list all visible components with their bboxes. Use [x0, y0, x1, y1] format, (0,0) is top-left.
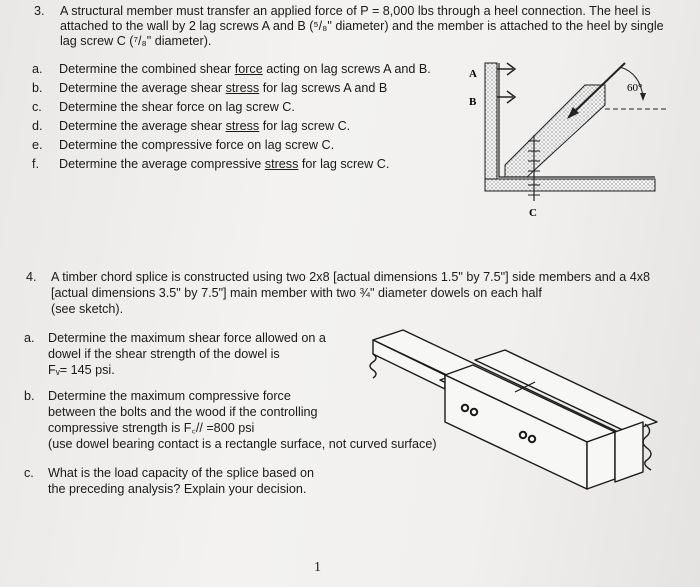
q4a-label: a.	[24, 331, 35, 345]
q3a-label: a.	[32, 62, 43, 76]
q4b-label: b.	[24, 389, 35, 403]
angle-label: 60°	[627, 82, 643, 94]
q4c-line-2: the preceding analysis? Explain your decision.	[48, 482, 307, 496]
q3d-label: d.	[32, 119, 43, 133]
q4-intro-line-3: (see sketch).	[51, 302, 124, 316]
lag-screw-a-icon	[497, 63, 515, 75]
q4b-line-1: Determine the maximum compressive force	[48, 389, 291, 403]
q3c-label: c.	[32, 100, 42, 114]
label-a: A	[469, 68, 477, 80]
q4-number: 4.	[26, 270, 37, 284]
q4a-line-1: Determine the maximum shear force allowed on a	[48, 331, 326, 345]
page-number: 1	[314, 560, 321, 575]
q3f-text: Determine the average compressive stress for lag screw C.	[59, 157, 390, 171]
q4b-line-2: between the bolts and the wood if the controlling	[48, 405, 318, 419]
q3-intro-line-2: attached to the wall by 2 lag screws A and B (⁵/₈" diameter) and the member is attached to the heel by single	[60, 19, 664, 33]
q3f-label: f.	[32, 157, 39, 171]
q3-number: 3.	[34, 4, 45, 18]
q4a-line-2: dowel if the shear strength of the dowel is	[48, 347, 280, 361]
q4b-line-3: compressive strength is F꜀// =800 psi	[48, 421, 255, 435]
q3c-text: Determine the shear force on lag screw C.	[59, 100, 295, 114]
q4-intro-line-1: A timber chord splice is constructed using two 2x8 [actual dimensions 1.5" by 7.5"] side members and a 4x8	[51, 270, 651, 284]
q3e-text: Determine the compressive force on lag screw C.	[59, 138, 335, 152]
q3-intro-line-3: lag screw C (⁷/₈" diameter).	[60, 34, 212, 48]
q4c-label: c.	[24, 466, 34, 480]
lag-screw-b-icon	[497, 91, 515, 103]
splice-sketch-figure	[365, 322, 670, 500]
label-c: C	[529, 207, 537, 219]
q3b-label: b.	[32, 81, 43, 95]
q4b-line-4: (use dowel bearing contact is a rectangle surface, not curved surface)	[48, 437, 437, 451]
q3d-text: Determine the average shear stress for lag screw C.	[59, 119, 351, 133]
q4c-line-1: What is the load capacity of the splice based on	[48, 466, 315, 480]
q3e-label: e.	[32, 138, 43, 152]
q4-intro-line-2: [actual dimensions 3.5" by 7.5"] main member with two ¾" diameter dowels on each half	[51, 286, 542, 300]
heel-connection-figure	[455, 55, 670, 220]
q3-intro-line-1: A structural member must transfer an applied force of P = 8,000 lbs through a heel connection. The heel is	[60, 4, 651, 18]
q4a-line-3: Fᵥ= 145 psi.	[48, 363, 115, 377]
q3b-text: Determine the average shear stress for lag screws A and B	[59, 81, 388, 95]
label-b: B	[469, 96, 477, 108]
q3a-text: Determine the combined shear force acting on lag screws A and B.	[59, 62, 431, 76]
